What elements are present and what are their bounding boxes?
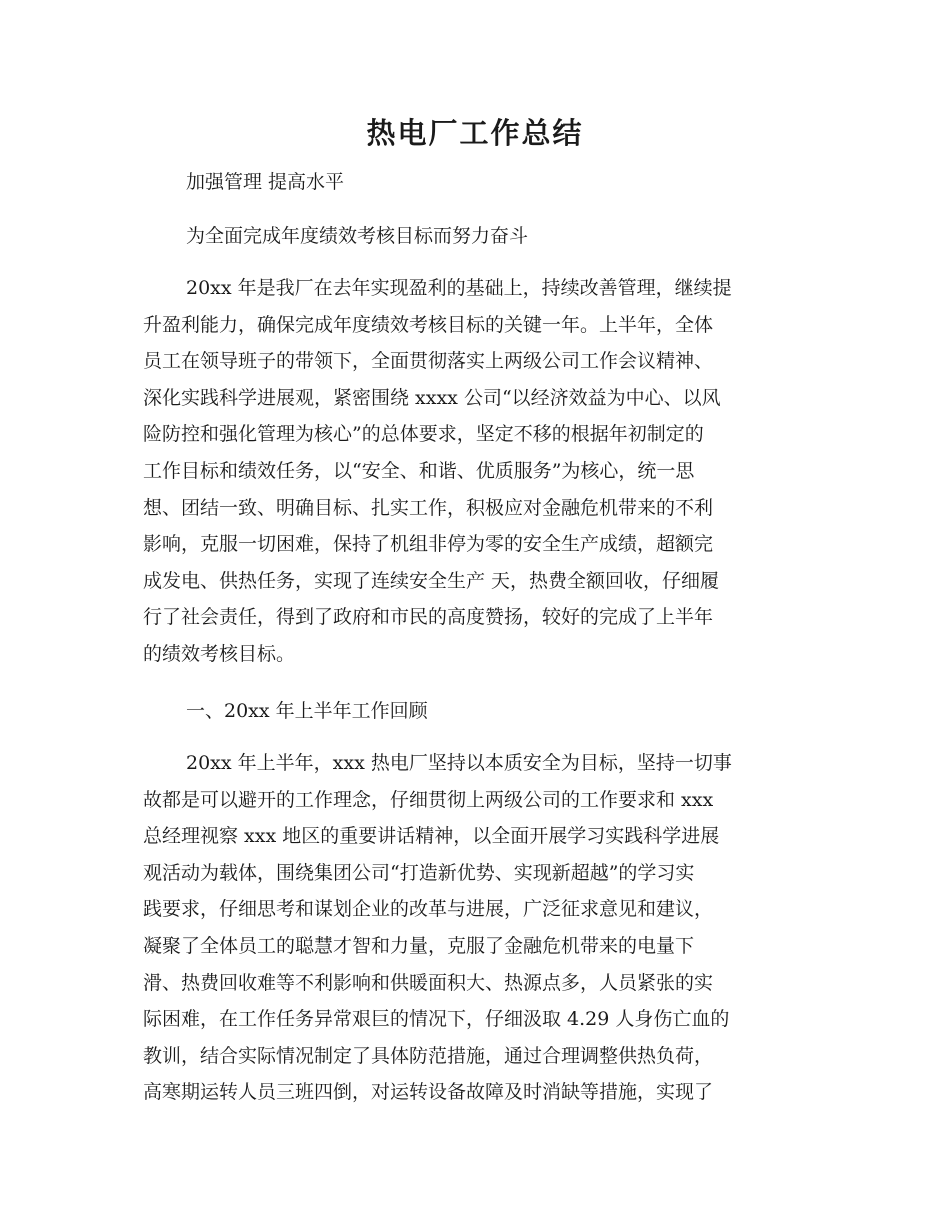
text-line: 际困难，在工作任务异常艰巨的情况下，仔细汲取 4.29 人身伤亡血的 xyxy=(143,1008,730,1031)
text-line: 险防控和强化管理为核心”的总体要求，坚定不移的根据年初制定的 xyxy=(143,423,704,446)
text-line: 行了社会责任，得到了政府和市民的高度赞扬，较好的完成了上半年 xyxy=(143,606,714,629)
text-line: 故都是可以避开的工作理念，仔细贯彻上两级公司的工作要求和 xxx xyxy=(143,788,714,811)
text-line: 20xx 年上半年，xxx 热电厂坚持以本质安全为目标，坚持一切事 xyxy=(186,752,732,774)
text-line: 工作目标和绩效任务，以“安全、和谐、优质服务”为核心，统一思 xyxy=(143,459,695,482)
text-line: 的绩效考核目标。 xyxy=(143,642,296,665)
text-line: 成发电、供热任务，实现了连续安全生产 天，热费全额回收，仔细履 xyxy=(143,569,720,592)
text-line: 升盈利能力，确保完成年度绩效考核目标的关键一年。上半年，全体 xyxy=(143,313,714,336)
text-line: 践要求，仔细思考和谋划企业的改革与进展，广泛征求意见和建议， xyxy=(143,898,714,921)
text-line: 滑、热费回收难等不利影响和供暖面积大、热源点多，人员紧张的实 xyxy=(143,971,714,994)
text-line: 观活动为载体，围绕集团公司“打造新优势、实现新超越”的学习实 xyxy=(143,861,695,884)
text-line: 深化实践科学进展观，紧密围绕 xxxx 公司“以经济效益为中心、以风 xyxy=(143,386,721,409)
paragraph-2 xyxy=(143,745,803,1111)
text-line: 教训，结合实际情况制定了具体防范措施，通过合理调整供热负荷， xyxy=(143,1044,714,1067)
paragraph-1 xyxy=(143,270,803,673)
text-line: 总经理视察 xxx 地区的重要讲话精神，以全面开展学习实践科学进展 xyxy=(143,825,720,848)
text-line: 想、团结一致、明确目标、扎实工作，积极应对金融危机带来的不利 xyxy=(143,496,714,519)
text-line: 影响，克服一切困难，保持了机组非停为零的安全生产成绩，超额完 xyxy=(143,533,714,556)
subtitle-1: 加强管理 提高水平 xyxy=(186,171,345,193)
text-line: 凝聚了全体员工的聪慧才智和力量，克服了金融危机带来的电量下 xyxy=(143,934,695,957)
subtitle-2: 为全面完成年度绩效考核目标而努力奋斗 xyxy=(186,225,529,247)
text-line: 员工在领导班子的带领下，全面贯彻落实上两级公司工作会议精神、 xyxy=(143,350,714,373)
text-line: 高寒期运转人员三班四倒，对运转设备故障及时消缺等措施，实现了 xyxy=(143,1081,714,1104)
section-heading: 一、20xx 年上半年工作回顾 xyxy=(186,700,428,722)
document-title: 热电厂工作总结 xyxy=(366,116,584,150)
text-line: 20xx 年是我厂在去年实现盈利的基础上，持续改善管理，继续提 xyxy=(186,277,732,299)
